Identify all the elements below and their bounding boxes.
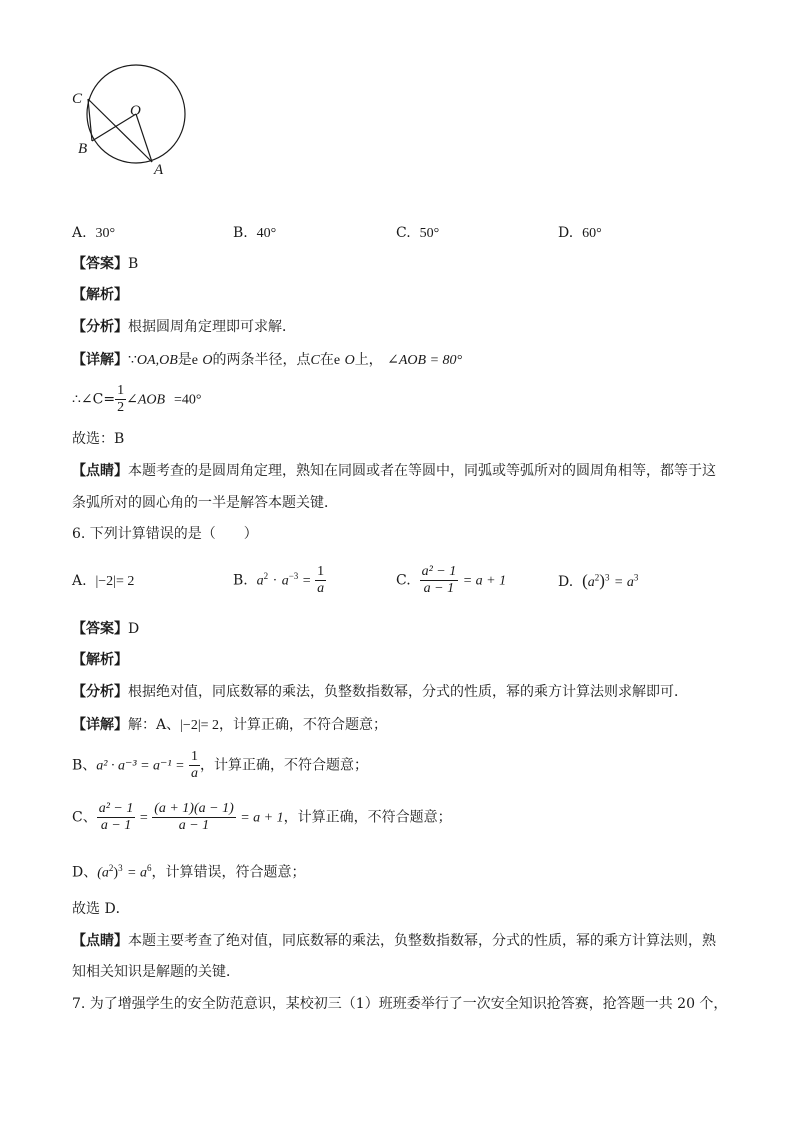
fenxi-text: 根据绝对值，同底数幂的乘法，负整数指数幂，分式的性质，幂的乘方计算法则求解即可． [128,684,688,700]
fraction-denominator: a − 1 [423,581,455,596]
answer-tag: 【答案】 [72,256,128,272]
detail-suffix: ，计算正确，不符合题意； [283,809,452,826]
fenxi-text: 根据圆周角定理即可求解． [128,319,296,335]
detail-suffix: ，计算正确，不符合题意； [200,757,369,774]
paren-close: ) [113,865,119,881]
option-letter: C. [396,225,411,241]
option-letter: A. [72,225,87,241]
therefore-angle-c: ∴∠C= [72,391,116,408]
option-letter: B. [233,225,248,241]
dianjing-tag: 【点睛】 [72,463,128,479]
option-letter: D. [558,225,574,241]
fraction-numerator: 1 [191,749,199,764]
q5-option-b [233,226,276,241]
q5-fenxi [72,320,296,334]
fraction-numerator: a² − 1 [98,801,134,816]
analysis-tag: 【解析】 [72,652,128,668]
rhs: = a [613,575,634,590]
fenxi-tag: 【分析】 [72,684,128,700]
fraction [189,750,200,781]
option-value: 50° [419,226,440,241]
rhs: = a + 1 [240,810,284,826]
q5-option-a [72,226,115,241]
base: a [256,573,264,589]
option-letter: B. [233,572,248,589]
detail-suffix: ，计算正确，不符合题意； [219,717,388,733]
fenxi-tag: 【分析】 [72,319,128,335]
fraction-denominator: a [317,581,325,596]
q5-dianjing-line1 [72,464,716,478]
exponent: 3 [118,863,123,873]
text-shang: 上， [354,352,383,368]
q5-step2 [72,384,201,415]
radii-names: OA,OB [136,353,178,368]
text-mid: 的两条半径，点 [212,352,311,368]
xiangjie-tag: 【详解】 [72,352,128,368]
label-a: A [154,162,164,178]
q6-analysis-tag [72,653,128,667]
detail-prefix: B、 [72,757,97,774]
option-letter: C. [396,572,411,589]
q6-stem: 6. 下列计算错误的是（ ） [72,526,258,542]
option-letter: D. [558,574,574,590]
q6-detail-d [72,864,305,881]
answer-value: B [128,256,139,272]
equals: = [302,573,311,589]
circle-symbol: e [191,353,198,368]
result: =40° [173,392,202,408]
detail-suffix: ，计算错误，符合题意； [151,864,306,881]
base: (a [97,865,109,881]
q6-fenxi [72,685,688,699]
answer-value: D [128,621,140,637]
point-c: C [310,353,320,368]
dianjing-text: 本题主要考查了绝对值，同底数幂的乘法，负整数指数幂，分式的性质，幂的乘方计算法则，熟 [128,933,716,949]
q6-detail-c [72,802,452,833]
center-o: O [202,353,213,368]
text-zai: 在 [319,352,334,368]
rhs: = a [127,865,147,881]
exponent: 6 [146,863,152,873]
fraction [152,802,236,833]
label-b: B [78,141,88,157]
fraction-denominator: a − 1 [100,818,132,833]
circle-figure [70,58,200,183]
q5-option-d [558,226,602,241]
q6-option-a [72,574,134,589]
dianjing-tag: 【点睛】 [72,933,128,949]
exponent: 2 [108,863,114,873]
fraction [97,802,136,833]
base: a [587,575,595,590]
option-value: 60° [582,226,602,241]
q6-dianjing-line2: 知相关知识是解题的关键． [72,964,240,980]
answer-tag: 【答案】 [72,621,128,637]
exponent: 2 [594,572,600,583]
fraction-numerator: a² − 1 [421,564,457,579]
exponent: 3 [633,572,639,583]
q5-xiangjie [72,353,462,368]
detail-expr: |−2|= 2 [180,718,220,733]
angle-aob-value: ∠AOB = 80° [387,353,463,368]
fraction-numerator: 1 [117,383,125,398]
dianjing-text: 本题考查的是圆周角定理，熟知在同圆或者在等圆中，同弧或等弧所对的圆周角相等，都等于这 [128,463,716,479]
q6-detail-b [72,750,368,781]
q6-option-d [558,572,638,590]
detail-prefix: 解：A、 [128,717,181,733]
analysis-tag: 【解析】 [72,287,128,303]
q5-analysis-tag [72,288,128,302]
label-c: C [72,91,83,107]
label-o: O [130,103,141,119]
paren-close: ) [599,571,605,590]
half-fraction [115,384,126,415]
q6-detail-a [72,718,387,733]
base: a [281,573,289,589]
angle-aob: ∠AOB [126,392,166,408]
q7-stem: 7. 为了增强学生的安全防范意识，某校初三（1）班班委举行了一次安全知识抢答赛，抢答题一共 20 个， [72,996,728,1012]
paren-open: ( [582,571,588,590]
q6-answer [72,622,139,636]
exponent: −3 [288,570,299,581]
text-shi: 是 [177,352,192,368]
circle-symbol: e [333,353,341,368]
exponent: 3 [604,572,610,583]
fraction-denominator: 2 [117,400,125,415]
exponent: 2 [263,570,269,581]
fraction [420,565,459,596]
rhs: = a + 1 [462,573,507,589]
fraction [315,565,326,596]
fraction-denominator: a [191,766,199,781]
q5-option-c [396,226,439,241]
dot-op: · [272,573,278,589]
option-expr: |−2|= 2 [95,574,135,589]
center-o: O [344,353,355,368]
option-value: 30° [95,226,116,241]
fraction-numerator: (a + 1)(a − 1) [154,801,234,816]
option-letter: A. [72,573,87,589]
q5-answer [72,257,138,271]
chord-cb [88,99,92,141]
detail-expr: a² · a⁻³ = a⁻¹ = [96,758,185,774]
because-symbol: ∵ [128,352,137,368]
q6-option-c [396,565,506,596]
q5-dianjing-line2: 条弧所对的圆心角的一半是解答本题关键． [72,495,338,511]
chord-ca [88,99,152,162]
q5-choose: 故选：B [72,431,125,447]
q6-choose: 故选 D． [72,901,130,917]
q6-dianjing-line1 [72,934,716,948]
xiangjie-tag: 【详解】 [72,717,128,733]
fraction-denominator: a − 1 [178,818,210,833]
q6-option-b [233,565,326,596]
fraction-numerator: 1 [317,564,325,579]
detail-prefix: C、 [72,809,97,826]
equals: = [139,810,148,826]
detail-prefix: D、 [72,864,98,881]
option-value: 40° [256,226,277,241]
